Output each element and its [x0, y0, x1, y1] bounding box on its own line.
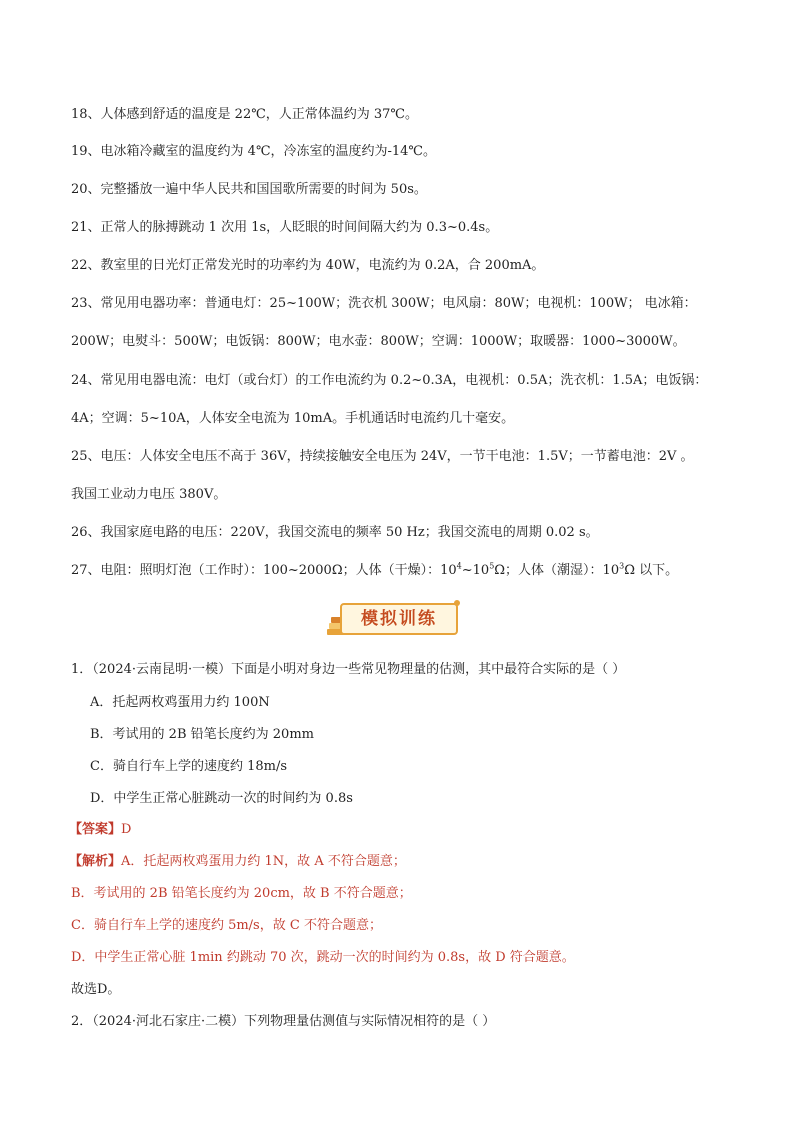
answer-tag: 【答案】 — [69, 822, 122, 837]
question-1-analysis-line2: B．考试用的 2B 铅笔长度约为 20cm，故 B 不符合题意； — [71, 886, 412, 901]
question-1-option-d: D．中学生正常心脏跳动一次的时间约为 0.8s — [90, 791, 353, 806]
question-1-conclusion: 故选D。 — [71, 982, 121, 997]
fact-item-18: 18、人体感到舒适的温度是 22℃，人正常体温约为 37℃。 — [71, 107, 418, 122]
analysis-text: A．托起两枚鸡蛋用力约 1N，故 A 不符合题意； — [121, 854, 406, 869]
fact-item-25-line2: 我国工业动力电压 380V。 — [71, 487, 227, 502]
fact-item-20: 20、完整播放一遍中华人民共和国国歌所需要的时间为 50s。 — [71, 182, 427, 197]
answer-value: D — [121, 822, 132, 837]
question-1-stem: 1．（2024·云南昆明·一模）下面是小明对身边一些常见物理量的估测，其中最符合实际的是（ ） — [71, 662, 626, 677]
fact-item-27 — [71, 562, 678, 580]
question-1-option-a: A．托起两枚鸡蛋用力约 100N — [90, 695, 270, 710]
question-1-analysis-line4: D．中学生正常心脏 1min 约跳动 70 次，跳动一次的时间约为 0.8s，故 D 符合题意。 — [71, 950, 575, 965]
section-title: 模拟训练 — [340, 603, 458, 635]
fact-27-mid: ~10 — [461, 563, 490, 578]
fact-27-exp2: 5 — [489, 561, 495, 571]
fact-27-exp1: 4 — [456, 561, 462, 571]
fact-item-21: 21、正常人的脉搏跳动 1 次用 1s，人眨眼的时间间隔大约为 0.3~0.4s。 — [71, 220, 499, 235]
fact-item-25-line1: 25、电压：人体安全电压不高于 36V，持续接触安全电压为 24V，一节干电池：1.5V；一节蓄电池：2V 。 — [71, 449, 694, 464]
question-1-answer — [69, 821, 131, 839]
question-2-stem: 2．（2024·河北石家庄·二模）下列物理量估测值与实际情况相符的是（ ） — [71, 1014, 496, 1029]
fact-item-26: 26、我国家庭电路的电压：220V，我国交流电的频率 50 Hz；我国交流电的周期 0.02 s。 — [71, 525, 599, 540]
question-1-option-b: B．考试用的 2B 铅笔长度约为 20mm — [90, 727, 314, 742]
section-banner — [326, 601, 466, 641]
fact-item-23-line1: 23、常见用电器功率：普通电灯：25~100W；洗衣机 300W；电风扇：80W；电视机：100W； 电冰箱： — [71, 296, 697, 311]
question-1-analysis-line1 — [69, 853, 406, 871]
fact-27-suffix: Ω 以下。 — [624, 563, 679, 578]
banner-corner-dot — [454, 600, 460, 606]
fact-item-24-line2: 4A；空调：5~10A，人体安全电流为 10mA。手机通话时电流约几十毫安。 — [71, 411, 515, 426]
analysis-tag: 【解析】 — [69, 854, 122, 869]
fact-27-exp3: 3 — [619, 561, 625, 571]
fact-27-prefix: 27、电阻：照明灯泡（工作时）：100~2000Ω；人体（干燥）：10 — [71, 563, 457, 578]
question-1-option-c: C．骑自行车上学的速度约 18m/s — [90, 759, 287, 774]
fact-item-24-line1: 24、常见用电器电流：电灯（或台灯）的工作电流约为 0.2~0.3A，电视机：0.5A；洗衣机：1.5A；电饭锅： — [71, 373, 708, 388]
fact-item-22: 22、教室里的日光灯正常发光时的功率约为 40W，电流约为 0.2A，合 200mA。 — [71, 258, 545, 273]
fact-item-23-line2: 200W；电熨斗：500W；电饭锅：800W；电水壶：800W；空调：1000W；取暖器：1000~3000W。 — [71, 334, 686, 349]
fact-27-mid2: Ω；人体（潮湿）：10 — [494, 563, 620, 578]
question-1-analysis-line3: C．骑自行车上学的速度约 5m/s，故 C 不符合题意； — [71, 918, 382, 933]
fact-item-19: 19、电冰箱冷藏室的温度约为 4℃，冷冻室的温度约为-14℃。 — [71, 144, 436, 159]
